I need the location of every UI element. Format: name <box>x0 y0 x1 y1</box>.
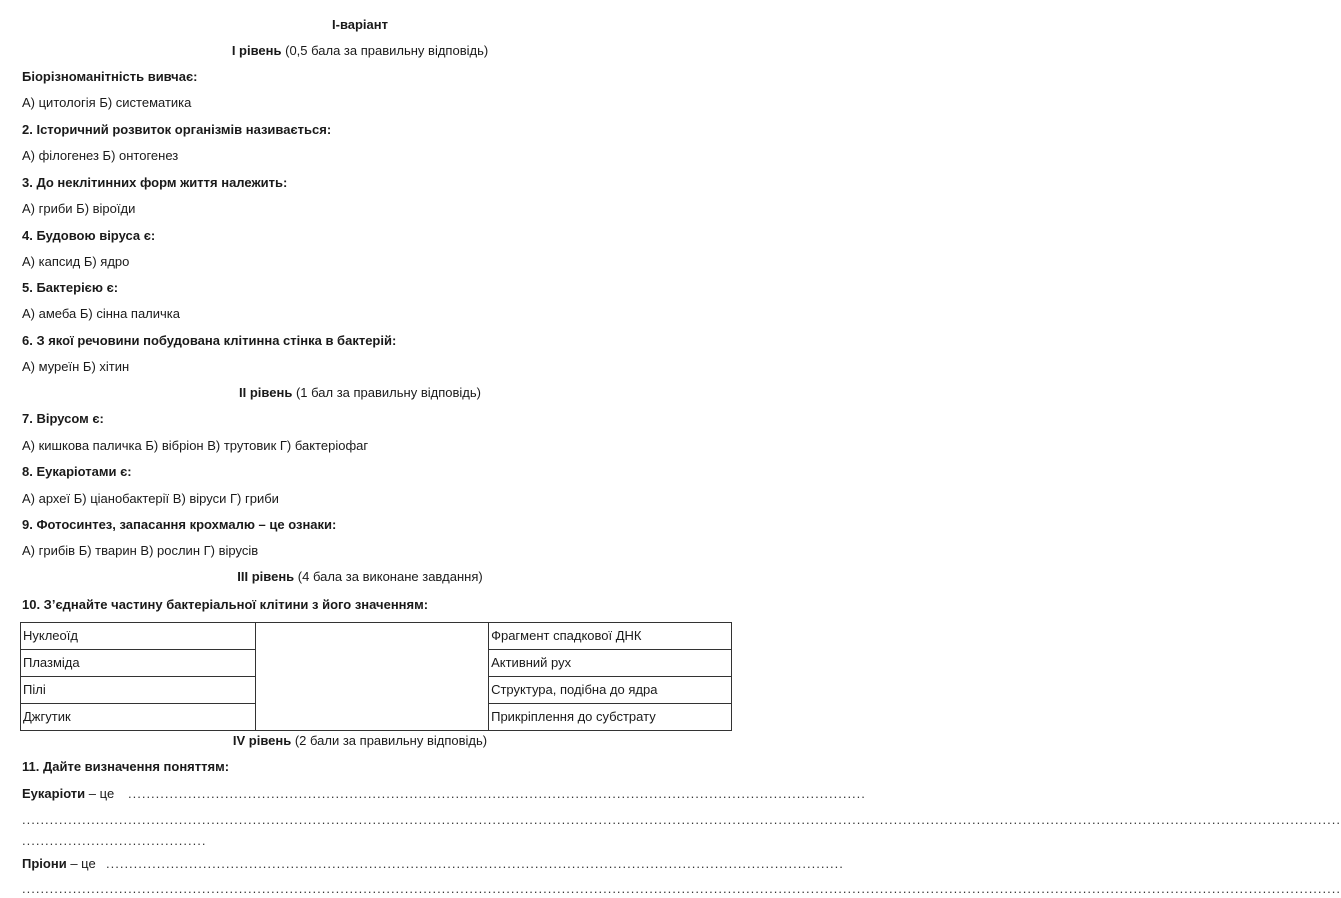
definition-eukaryotes <box>22 785 114 803</box>
answer-1: А) цитологія Б) систематика <box>22 95 192 110</box>
answer-line-eukaryotes-1[interactable]: ................................................................................................................................................................ <box>128 786 866 801</box>
question-6: 6. З якої речовини побудована клітинна стінка в бактерій: <box>22 333 397 348</box>
cell-blank-answer[interactable] <box>255 623 488 731</box>
cell-left-part: Пілі <box>21 677 256 704</box>
level1-heading <box>0 42 720 60</box>
question-2: 2. Історичний розвиток організмів називається: <box>22 122 332 137</box>
level1-note: (0,5 бала за правильну відповідь) <box>285 43 489 58</box>
variant-title: І-варіант <box>332 17 388 32</box>
level3-heading <box>0 568 720 586</box>
answer-line-prions-2[interactable]: .............................................................................................................................................................................................................................................................................................. <box>22 881 1341 896</box>
question-3: 3. До неклітинних форм життя належить: <box>22 175 288 190</box>
question-10: 10. З’єднайте частину бактеріальної клітини з його значенням: <box>22 597 429 612</box>
answer-7: А) кишкова паличка Б) вібріон В) трутовик Г) бактеріофаг <box>22 438 369 453</box>
answer-2: А) філогенез Б) онтогенез <box>22 148 179 163</box>
level4-title: ІV рівень <box>232 733 292 748</box>
answer-8: А) археї Б) ціанобактерії В) віруси Г) гриби <box>22 491 279 506</box>
cell-left-part: Джгутик <box>21 704 256 731</box>
level2-title: ІІ рівень <box>239 385 293 400</box>
question-5: 5. Бактерією є: <box>22 280 119 295</box>
question-4: 4. Будовою віруса є: <box>22 228 156 243</box>
answer-9: А) грибів Б) тварин В) рослин Г) вірусів <box>22 543 259 558</box>
term-prions: Пріони <box>22 856 67 871</box>
term-prions-suffix: – це <box>70 856 96 871</box>
question-7: 7. Вірусом є: <box>22 411 104 426</box>
cell-right-meaning: Фрагмент спадкової ДНК <box>489 623 732 650</box>
cell-right-meaning: Активний рух <box>489 650 732 677</box>
term-eukaryotes-suffix: – це <box>88 786 115 801</box>
definition-prions <box>22 855 96 873</box>
answer-4: А) капсид Б) ядро <box>22 254 130 269</box>
matching-table <box>20 622 732 731</box>
cell-right-meaning: Прикріплення до субстрату <box>489 704 732 731</box>
level3-note: (4 бала за виконане завдання) <box>297 569 483 584</box>
level4-heading <box>0 732 720 750</box>
answer-line-eukaryotes-2[interactable]: .............................................................................................................................................................................................................................................................................................. <box>22 812 1341 827</box>
level2-heading <box>0 384 720 402</box>
level2-note: (1 бал за правильну відповідь) <box>295 385 481 400</box>
answer-3: А) гриби Б) віроїди <box>22 201 136 216</box>
term-eukaryotes: Еукаріоти <box>22 786 86 801</box>
level1-title: І рівень <box>231 43 282 58</box>
cell-left-part: Плазміда <box>21 650 256 677</box>
answer-line-eukaryotes-3[interactable]: ........................................ <box>22 833 207 848</box>
question-11: 11. Дайте визначення поняттям: <box>22 759 230 774</box>
level4-note: (2 бали за правильну відповідь) <box>294 733 488 748</box>
answer-line-prions-1[interactable]: ................................................................................................................................................................ <box>106 856 844 871</box>
cell-right-meaning: Структура, подібна до ядра <box>489 677 732 704</box>
table-row <box>21 623 732 650</box>
question-1: Біорізноманітність вивчає: <box>22 69 198 84</box>
cell-left-part: Нуклеоїд <box>21 623 256 650</box>
answer-5: А) амеба Б) сінна паличка <box>22 306 181 321</box>
question-8: 8. Еукаріотами є: <box>22 464 132 479</box>
question-9: 9. Фотосинтез, запасання крохмалю – це ознаки: <box>22 517 337 532</box>
level3-title: ІІІ рівень <box>237 569 295 584</box>
answer-6: А) муреїн Б) хітин <box>22 359 130 374</box>
